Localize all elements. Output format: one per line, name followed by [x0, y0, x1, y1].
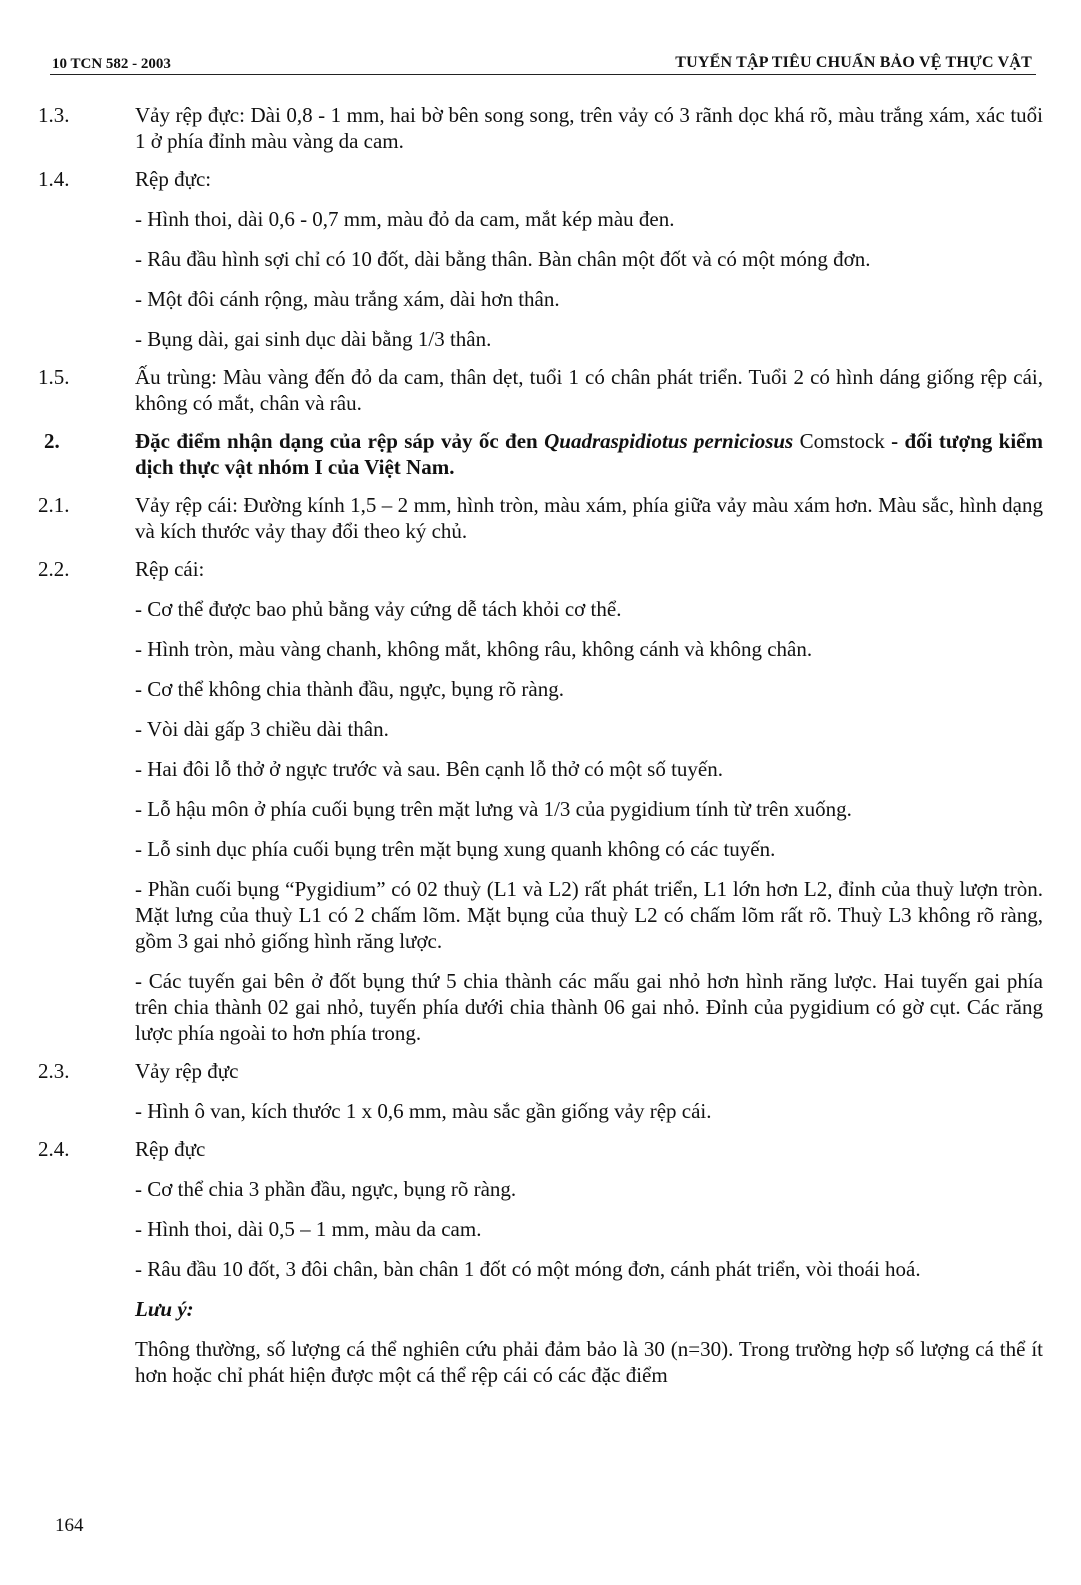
- section-title: Vảy rệp đực: [135, 1059, 239, 1083]
- section-heading: [135, 428, 1043, 480]
- list-item: - Cơ thể được bao phủ bằng vảy cứng dễ tách khỏi cơ thể.: [135, 597, 622, 621]
- note-text: Thông thường, số lượng cá thể nghiên cứu phải đảm bảo là 30 (n=30). Trong trường hợp số lượng cá thể ít hơn hoặc chỉ phát hiện được một cá thể rệp cái có các đặc điểm: [135, 1337, 1043, 1387]
- note-title: Lưu ý:: [135, 1297, 194, 1321]
- section-number: 1.5.: [38, 365, 70, 389]
- list-item: - Hình thoi, dài 0,6 - 0,7 mm, màu đỏ da cam, mắt kép màu đen.: [135, 207, 675, 231]
- section-text: Vảy rệp đực: Dài 0,8 - 1 mm, hai bờ bên song song, trên vảy có 3 rãnh dọc khá rõ, màu trắng xám, xác tuổi 1 ở phía đỉnh màu vàng da cam.: [135, 103, 1043, 153]
- list-item: - Hình ô van, kích thước 1 x 0,6 mm, màu sắc gần giống vảy rệp cái.: [135, 1099, 712, 1123]
- list-item: - Bụng dài, gai sinh dục dài bằng 1/3 thân.: [135, 327, 492, 351]
- list-item: - Hình thoi, dài 0,5 – 1 mm, màu da cam.: [135, 1217, 482, 1241]
- item-list: [135, 1176, 1043, 1282]
- collection-title: TUYỂN TẬP TIÊU CHUẨN BẢO VỆ THỰC VẬT: [675, 54, 1032, 71]
- section-number: 2.3.: [38, 1059, 70, 1083]
- list-item: - Lỗ hậu môn ở phía cuối bụng trên mặt lưng và 1/3 của pygidium tính từ trên xuống.: [135, 797, 852, 821]
- section-1-4: [0, 166, 1081, 352]
- section-number: 2.4.: [38, 1137, 70, 1161]
- section-number: 2.2.: [38, 557, 70, 581]
- list-item: - Các tuyến gai bên ở đốt bụng thứ 5 chia thành các mấu gai nhỏ hơn hình răng lược. Hai tuyến gai phía trên chia thành 02 gai nhỏ, tuyến phía dưới chia thành 06 gai nhỏ. Đỉnh của pygidium có gờ cụt. Các răng lược phía ngoài to hơn phía trong.: [135, 969, 1043, 1045]
- list-item: - Một đôi cánh rộng, màu trắng xám, dài hơn thân.: [135, 287, 560, 311]
- section-title: Rệp đực: [135, 1137, 206, 1161]
- list-item: - Phần cuối bụng “Pygidium” có 02 thuỳ (L1 và L2) rất phát triển, L1 lớn hơn L2, đỉnh của thuỳ lượn tròn. Mặt lưng của thuỳ L1 có 2 chấm lõm. Mặt bụng của thuỳ L2 có chấm lõm rất rõ. Thuỳ L3 không rõ ràng, gồm 3 gai nhỏ giống hình răng lược.: [135, 877, 1043, 953]
- section-title: Rệp cái:: [135, 557, 205, 581]
- item-list: [135, 206, 1043, 352]
- section-2-3: [0, 1058, 1081, 1124]
- heading-part-1: Đặc điểm nhận dạng của rệp sáp vảy ốc đen: [135, 429, 545, 453]
- section-2-1: [0, 492, 1081, 544]
- list-item: - Cơ thể chia 3 phần đầu, ngực, bụng rõ ràng.: [135, 1177, 517, 1201]
- list-item: - Vòi dài gấp 3 chiều dài thân.: [135, 717, 389, 741]
- list-item: - Lỗ sinh dục phía cuối bụng trên mặt bụng xung quanh không có các tuyến.: [135, 837, 776, 861]
- section-title: Rệp đực:: [135, 167, 212, 191]
- item-list: [135, 596, 1043, 1046]
- page-number: 164: [55, 1515, 84, 1536]
- list-item: - Hai đôi lỗ thở ở ngực trước và sau. Bên cạnh lỗ thở có một số tuyến.: [135, 757, 723, 781]
- section-number: 1.4.: [38, 167, 70, 191]
- heading-part-2: - đối tượng kiểm dịch thực vật nhóm I của Việt Nam.: [135, 429, 1043, 479]
- section-text: Vảy rệp cái: Đường kính 1,5 – 2 mm, hình tròn, màu xám, phía giữa vảy màu xám hơn. Màu sắc, hình dạng và kích thước vảy thay đổi theo ký chủ.: [135, 493, 1043, 543]
- standard-code: 10 TCN 582 - 2003: [52, 56, 171, 72]
- list-item: - Râu đầu 10 đốt, 3 đôi chân, bàn chân 1 đốt có một móng đơn, cánh phát triển, vòi thoái hoá.: [135, 1257, 921, 1281]
- species-name: Quadraspidiotus perniciosus: [544, 429, 794, 453]
- list-item: - Râu đầu hình sợi chỉ có 10 đốt, dài bằng thân. Bàn chân một đốt và có một móng đơn.: [135, 247, 871, 271]
- section-number: 2.1.: [38, 493, 70, 517]
- section-2-4: [0, 1136, 1081, 1282]
- item-list: [135, 1098, 1043, 1124]
- section-1-5: [0, 364, 1081, 416]
- list-item: - Hình tròn, màu vàng chanh, không mắt, không râu, không cánh và không chân.: [135, 637, 813, 661]
- section-number: 1.3.: [38, 103, 70, 127]
- section-number: 2.: [44, 429, 60, 453]
- list-item: - Cơ thể không chia thành đầu, ngực, bụng rõ ràng.: [135, 677, 564, 701]
- species-author: Comstock: [799, 429, 885, 453]
- section-2-heading: [0, 428, 1081, 480]
- section-1-3: [0, 102, 1081, 154]
- document-body: [0, 102, 1081, 1388]
- page-header: [50, 44, 1036, 75]
- section-2-2: [0, 556, 1081, 1046]
- section-text: Ấu trùng: Màu vàng đến đỏ da cam, thân dẹt, tuổi 1 có chân phát triển. Tuổi 2 có hình dáng giống rệp cái, không có mắt, chân và râu.: [135, 365, 1043, 415]
